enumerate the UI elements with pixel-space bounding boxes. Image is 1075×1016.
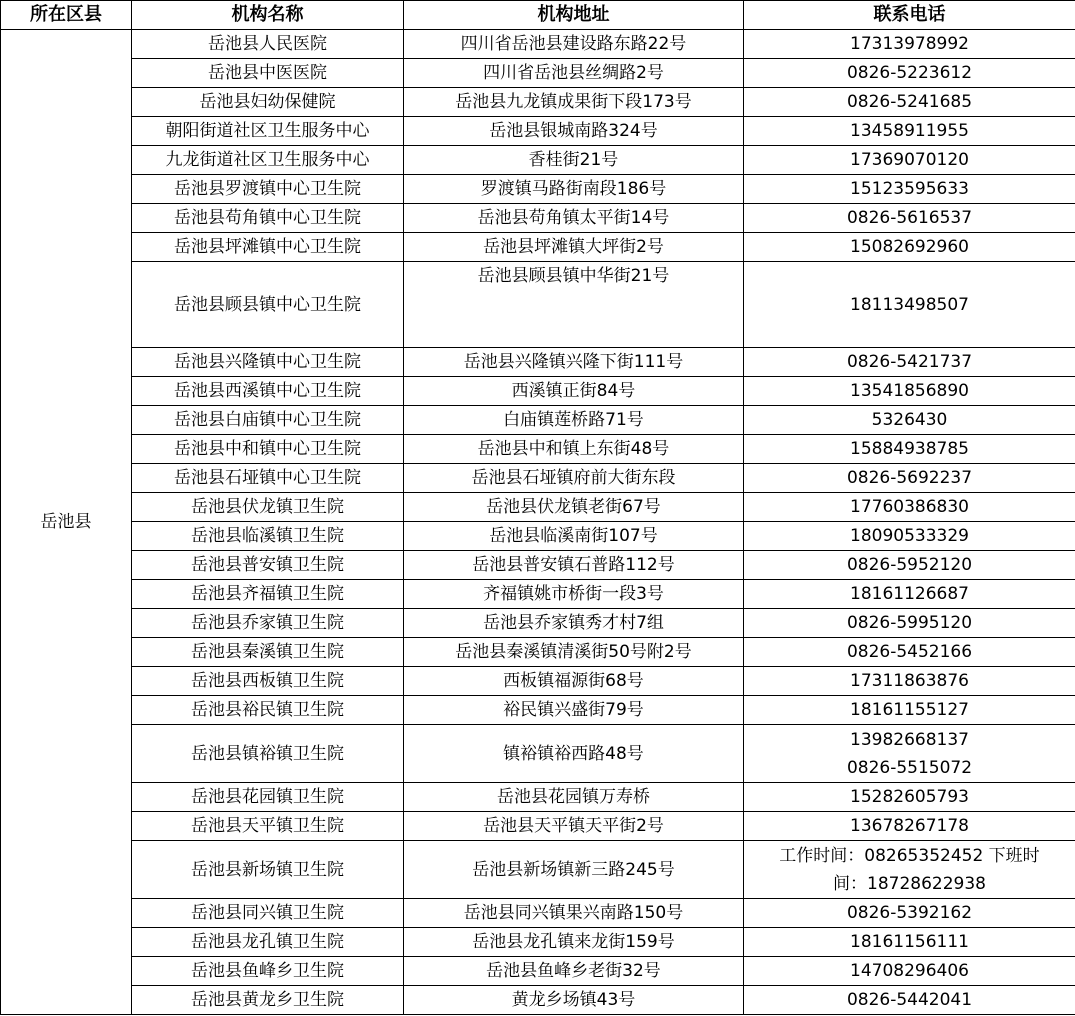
table-row <box>1 146 1075 175</box>
table-row <box>1 30 1075 59</box>
address-cell: 岳池县天平镇天平街2号 <box>404 812 744 841</box>
table-row <box>1 580 1075 609</box>
name-cell: 岳池县裕民镇卫生院 <box>132 696 404 725</box>
address-cell: 岳池县九龙镇成果街下段173号 <box>404 88 744 117</box>
name-cell: 岳池县镇裕镇卫生院 <box>132 725 404 783</box>
phone-cell: 15282605793 <box>744 783 1075 812</box>
table-row <box>1 493 1075 522</box>
name-cell: 岳池县临溪镇卫生院 <box>132 522 404 551</box>
phone-cell: 17311863876 <box>744 667 1075 696</box>
phone-cell: 0826-5241685 <box>744 88 1075 117</box>
phone-cell: 0826-5952120 <box>744 551 1075 580</box>
phone-cell <box>744 841 1075 899</box>
name-cell: 岳池县顾县镇中心卫生院 <box>132 262 404 348</box>
address-cell: 裕民镇兴盛街79号 <box>404 696 744 725</box>
phone-cell: 13541856890 <box>744 377 1075 406</box>
name-cell: 岳池县石垭镇中心卫生院 <box>132 464 404 493</box>
phone-cell: 0826-5442041 <box>744 986 1075 1015</box>
address-cell: 岳池县同兴镇果兴南路150号 <box>404 899 744 928</box>
address-cell: 岳池县伏龙镇老街67号 <box>404 493 744 522</box>
table-row <box>1 696 1075 725</box>
address-cell: 岳池县新场镇新三路245号 <box>404 841 744 899</box>
table-row <box>1 899 1075 928</box>
phone-line-2: 0826-5515072 <box>846 757 973 778</box>
table-row <box>1 262 1075 348</box>
phone-cell: 17313978992 <box>744 30 1075 59</box>
table-row <box>1 348 1075 377</box>
table-row <box>1 59 1075 88</box>
address-cell: 西板镇福源街68号 <box>404 667 744 696</box>
address-cell: 罗渡镇马路街南段186号 <box>404 175 744 204</box>
name-cell: 岳池县新场镇卫生院 <box>132 841 404 899</box>
name-cell: 岳池县罗渡镇中心卫生院 <box>132 175 404 204</box>
name-cell: 岳池县苟角镇中心卫生院 <box>132 204 404 233</box>
table-row <box>1 812 1075 841</box>
name-cell: 岳池县鱼峰乡卫生院 <box>132 957 404 986</box>
name-cell: 岳池县龙孔镇卫生院 <box>132 928 404 957</box>
table-row <box>1 435 1075 464</box>
phone-cell: 15123595633 <box>744 175 1075 204</box>
name-cell: 岳池县坪滩镇中心卫生院 <box>132 233 404 262</box>
phone-cell: 18161155127 <box>744 696 1075 725</box>
phone-cell: 14708296406 <box>744 957 1075 986</box>
table-row <box>1 638 1075 667</box>
name-cell: 岳池县西板镇卫生院 <box>132 667 404 696</box>
name-cell: 岳池县伏龙镇卫生院 <box>132 493 404 522</box>
address-cell: 四川省岳池县丝绸路2号 <box>404 59 744 88</box>
address-cell: 岳池县中和镇上东街48号 <box>404 435 744 464</box>
address-cell: 黄龙乡场镇43号 <box>404 986 744 1015</box>
header-row <box>1 1 1075 30</box>
name-cell: 九龙街道社区卫生服务中心 <box>132 146 404 175</box>
phone-cell <box>744 725 1075 783</box>
address-cell: 岳池县鱼峰乡老街32号 <box>404 957 744 986</box>
table-row <box>1 725 1075 783</box>
address-cell: 白庙镇莲桥路71号 <box>404 406 744 435</box>
header-name: 机构名称 <box>132 1 404 30</box>
address-cell: 镇裕镇裕西路48号 <box>404 725 744 783</box>
name-cell: 岳池县齐福镇卫生院 <box>132 580 404 609</box>
address-cell: 岳池县秦溪镇清溪街50号附2号 <box>404 638 744 667</box>
table-row <box>1 986 1075 1015</box>
table-row <box>1 609 1075 638</box>
table-row <box>1 551 1075 580</box>
table-row <box>1 783 1075 812</box>
phone-cell: 13458911955 <box>744 117 1075 146</box>
address-cell: 岳池县坪滩镇大坪街2号 <box>404 233 744 262</box>
phone-cell: 17369070120 <box>744 146 1075 175</box>
phone-cell: 0826-5995120 <box>744 609 1075 638</box>
table-row <box>1 117 1075 146</box>
table-row <box>1 841 1075 899</box>
name-cell: 岳池县兴隆镇中心卫生院 <box>132 348 404 377</box>
name-cell: 岳池县天平镇卫生院 <box>132 812 404 841</box>
phone-cell: 18090533329 <box>744 522 1075 551</box>
address-cell: 岳池县普安镇石普路112号 <box>404 551 744 580</box>
address-cell: 香桂街21号 <box>404 146 744 175</box>
address-cell: 岳池县乔家镇秀才村7组 <box>404 609 744 638</box>
phone-cell: 0826-5421737 <box>744 348 1075 377</box>
table-row <box>1 464 1075 493</box>
name-cell: 岳池县秦溪镇卫生院 <box>132 638 404 667</box>
address-cell: 四川省岳池县建设路东路22号 <box>404 30 744 59</box>
name-cell: 岳池县普安镇卫生院 <box>132 551 404 580</box>
table-row <box>1 928 1075 957</box>
address-cell: 岳池县顾县镇中华街21号 <box>404 262 744 348</box>
name-cell: 岳池县黄龙乡卫生院 <box>132 986 404 1015</box>
address-cell: 齐福镇姚市桥街一段3号 <box>404 580 744 609</box>
address-cell: 岳池县临溪南街107号 <box>404 522 744 551</box>
phone-cell: 0826-5392162 <box>744 899 1075 928</box>
name-cell: 岳池县白庙镇中心卫生院 <box>132 406 404 435</box>
name-cell: 岳池县乔家镇卫生院 <box>132 609 404 638</box>
name-cell: 岳池县花园镇卫生院 <box>132 783 404 812</box>
phone-line-2: 间：18728622938 <box>833 873 986 894</box>
name-cell: 朝阳街道社区卫生服务中心 <box>132 117 404 146</box>
table-row <box>1 233 1075 262</box>
header-address: 机构地址 <box>404 1 744 30</box>
address-cell: 岳池县花园镇万寿桥 <box>404 783 744 812</box>
header-phone: 联系电话 <box>744 1 1075 30</box>
table-row <box>1 175 1075 204</box>
address-cell: 岳池县银城南路324号 <box>404 117 744 146</box>
table-row <box>1 377 1075 406</box>
phone-cell: 17760386830 <box>744 493 1075 522</box>
table-row <box>1 522 1075 551</box>
name-cell: 岳池县西溪镇中心卫生院 <box>132 377 404 406</box>
phone-line-1: 工作时间：08265352452 下班时 <box>779 845 1040 866</box>
table-row <box>1 957 1075 986</box>
table-row <box>1 667 1075 696</box>
phone-cell: 0826-5223612 <box>744 59 1075 88</box>
table-row <box>1 406 1075 435</box>
name-cell: 岳池县中和镇中心卫生院 <box>132 435 404 464</box>
phone-cell: 15082692960 <box>744 233 1075 262</box>
address-cell: 岳池县石垭镇府前大街东段 <box>404 464 744 493</box>
table-row <box>1 204 1075 233</box>
header-district: 所在区县 <box>1 1 132 30</box>
address-cell: 西溪镇正街84号 <box>404 377 744 406</box>
name-cell: 岳池县妇幼保健院 <box>132 88 404 117</box>
address-cell: 岳池县龙孔镇来龙街159号 <box>404 928 744 957</box>
address-cell: 岳池县兴隆镇兴隆下街111号 <box>404 348 744 377</box>
phone-cell: 18161126687 <box>744 580 1075 609</box>
phone-line-1: 13982668137 <box>850 729 969 750</box>
phone-cell: 0826-5692237 <box>744 464 1075 493</box>
district-cell: 岳池县 <box>1 30 132 1015</box>
phone-cell: 18113498507 <box>744 262 1075 348</box>
name-cell: 岳池县同兴镇卫生院 <box>132 899 404 928</box>
phone-cell: 0826-5452166 <box>744 638 1075 667</box>
address-cell: 岳池县苟角镇太平街14号 <box>404 204 744 233</box>
name-cell: 岳池县中医医院 <box>132 59 404 88</box>
phone-cell: 15884938785 <box>744 435 1075 464</box>
phone-cell: 13678267178 <box>744 812 1075 841</box>
phone-cell: 18161156111 <box>744 928 1075 957</box>
phone-cell: 0826-5616537 <box>744 204 1075 233</box>
name-cell: 岳池县人民医院 <box>132 30 404 59</box>
phone-cell: 5326430 <box>744 406 1075 435</box>
table-row <box>1 88 1075 117</box>
